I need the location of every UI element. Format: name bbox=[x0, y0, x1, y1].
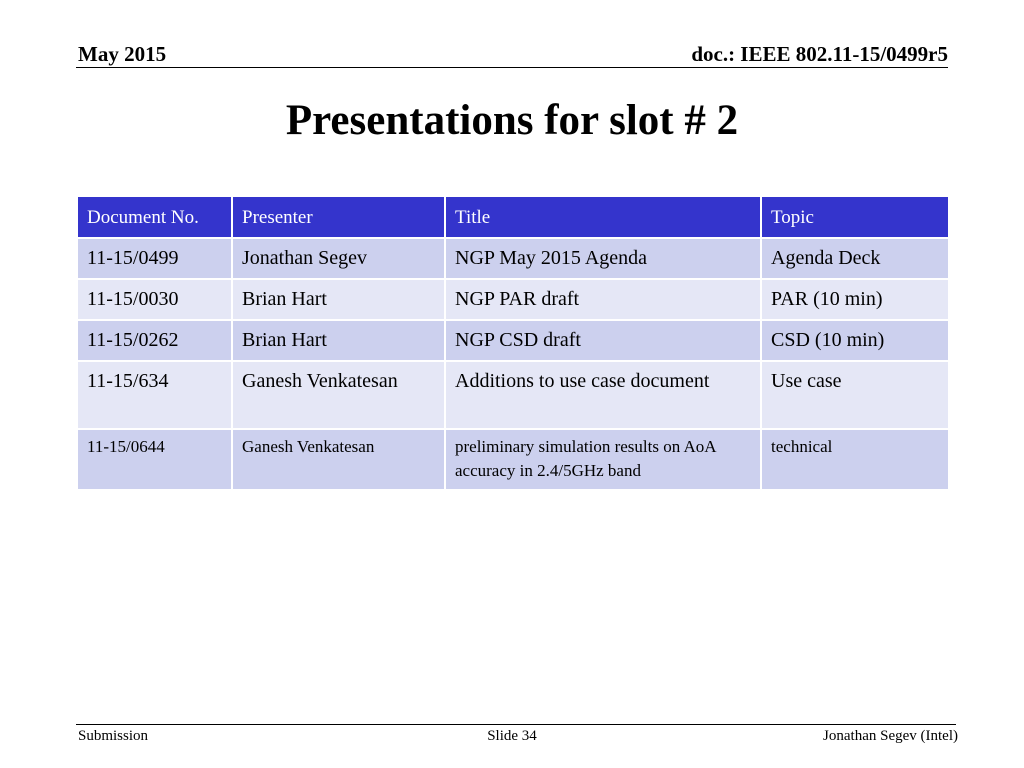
presentations-table bbox=[76, 195, 950, 491]
footer-author: Jonathan Segev (Intel) bbox=[823, 728, 958, 744]
footer-divider bbox=[76, 724, 956, 725]
table-row bbox=[77, 279, 949, 320]
cell-document-no: 11-15/0499 bbox=[77, 238, 232, 279]
cell-presenter: Ganesh Venkatesan bbox=[232, 429, 445, 490]
cell-title: NGP CSD draft bbox=[445, 320, 761, 361]
cell-title: preliminary simulation results on AoA accuracy in 2.4/5GHz band bbox=[445, 429, 761, 490]
header-divider bbox=[76, 67, 948, 68]
cell-title: Additions to use case document bbox=[445, 361, 761, 429]
table-row bbox=[77, 320, 949, 361]
cell-document-no: 11-15/0262 bbox=[77, 320, 232, 361]
cell-document-no: 11-15/0030 bbox=[77, 279, 232, 320]
cell-presenter: Brian Hart bbox=[232, 279, 445, 320]
table-header-row bbox=[77, 196, 949, 238]
table-row bbox=[77, 361, 949, 429]
cell-document-no: 11-15/634 bbox=[77, 361, 232, 429]
header-date: May 2015 bbox=[78, 42, 167, 66]
cell-title: NGP May 2015 Agenda bbox=[445, 238, 761, 279]
column-header-presenter: Presenter bbox=[232, 196, 445, 238]
header-doc-id: doc.: IEEE 802.11-15/0499r5 bbox=[691, 42, 948, 66]
table-row bbox=[77, 238, 949, 279]
column-header-title: Title bbox=[445, 196, 761, 238]
cell-presenter: Brian Hart bbox=[232, 320, 445, 361]
cell-title: NGP PAR draft bbox=[445, 279, 761, 320]
slide-title: Presentations for slot # 2 bbox=[285, 97, 739, 144]
cell-document-no: 11-15/0644 bbox=[77, 429, 232, 490]
table-row bbox=[77, 429, 949, 490]
cell-topic: Agenda Deck bbox=[761, 238, 949, 279]
cell-topic: technical bbox=[761, 429, 949, 490]
cell-topic: Use case bbox=[761, 361, 949, 429]
cell-presenter: Jonathan Segev bbox=[232, 238, 445, 279]
column-header-document-no: Document No. bbox=[77, 196, 232, 238]
footer-submission: Submission bbox=[78, 728, 149, 744]
column-header-topic: Topic bbox=[761, 196, 949, 238]
cell-topic: CSD (10 min) bbox=[761, 320, 949, 361]
cell-presenter: Ganesh Venkatesan bbox=[232, 361, 445, 429]
footer-slide-number: Slide 34 bbox=[487, 728, 537, 744]
cell-topic: PAR (10 min) bbox=[761, 279, 949, 320]
